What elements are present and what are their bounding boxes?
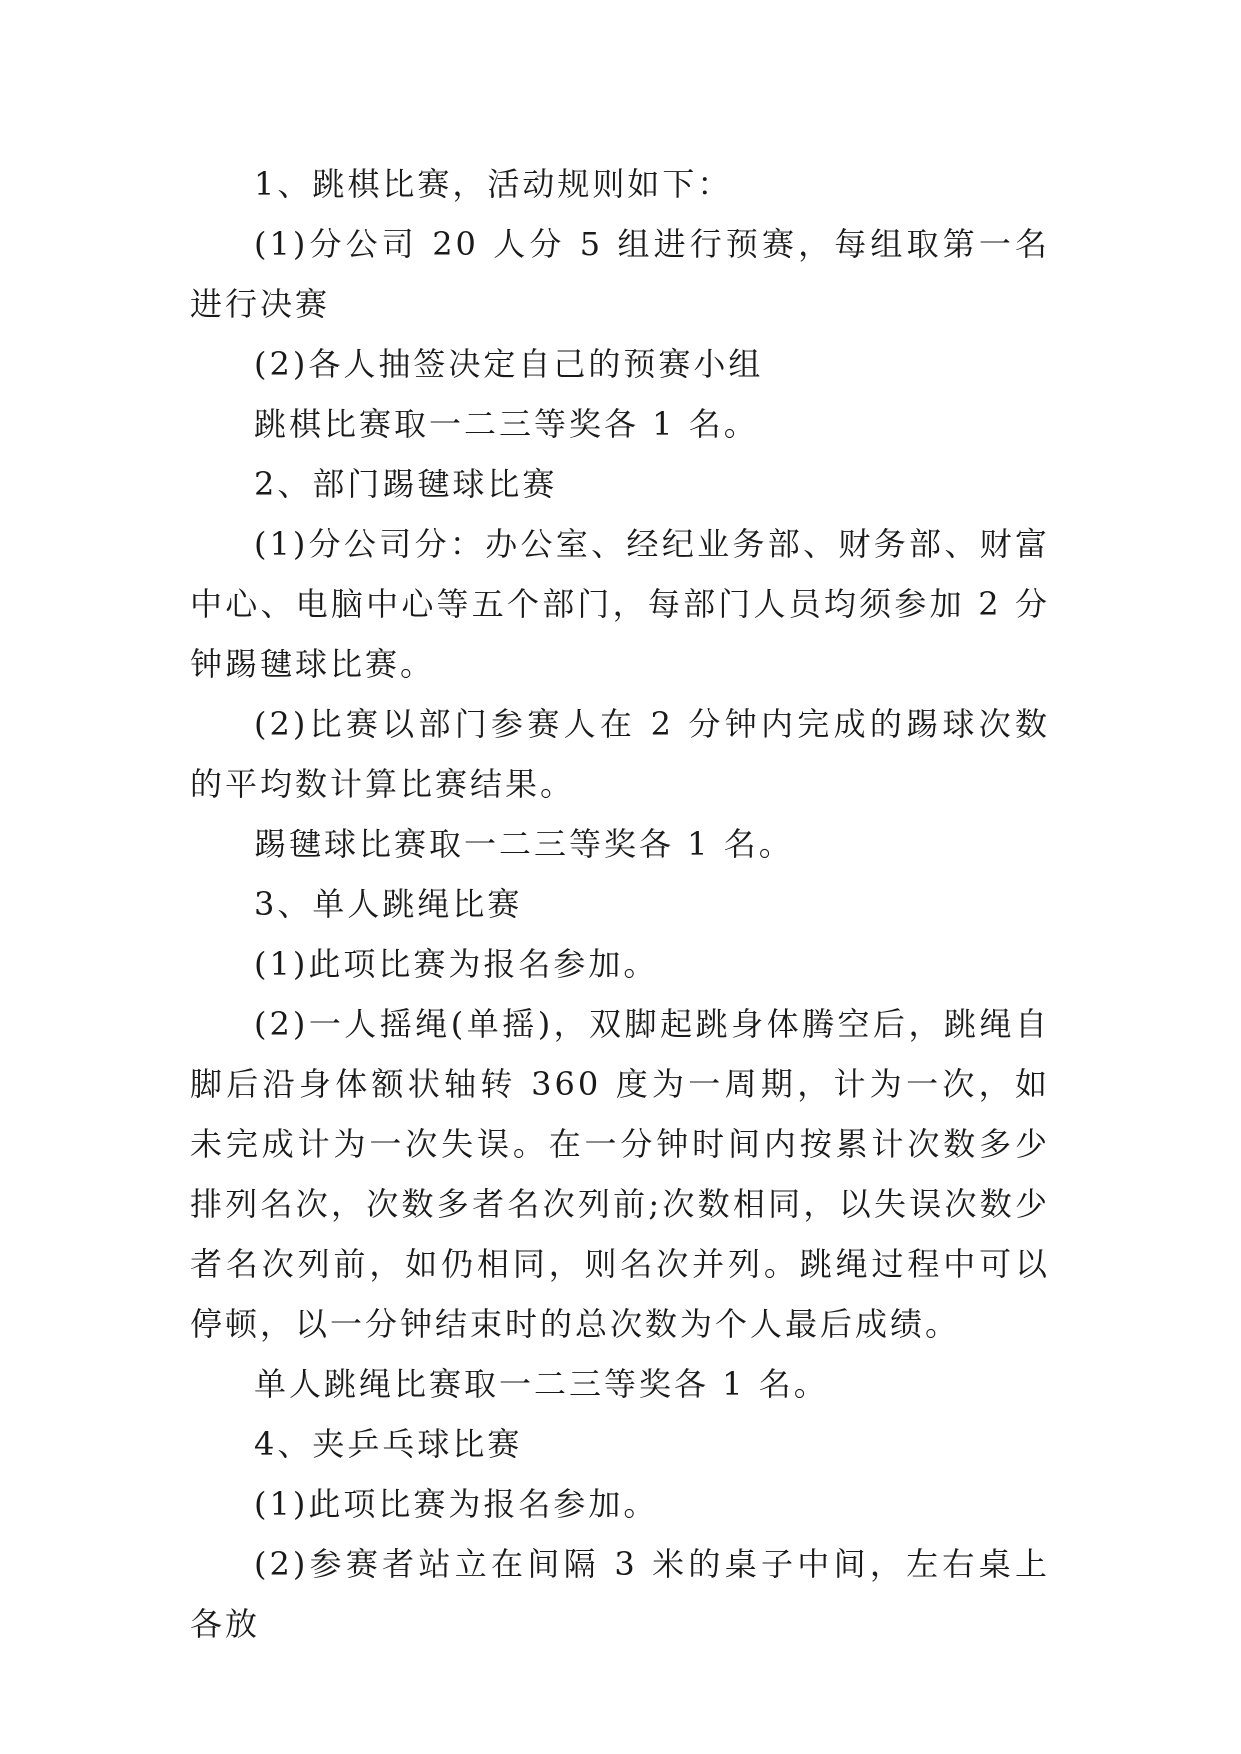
section-2-rule-2: (2)比赛以部门参赛人在 2 分钟内完成的踢球次数的平均数计算比赛结果。 bbox=[190, 705, 1050, 803]
section-3-rule-1: (1)此项比赛为报名参加。 bbox=[254, 945, 659, 983]
section-2-prize: 踢毽球比赛取一二三等奖各 1 名。 bbox=[254, 825, 794, 863]
document-body bbox=[190, 154, 1050, 1654]
section-1-heading: 1、跳棋比赛，活动规则如下： bbox=[254, 165, 733, 203]
section-2-rule-1: (1)分公司分：办公室、经纪业务部、财务部、财富中心、电脑中心等五个部门，每部门人员均须参加 2 分钟踢毽球比赛。 bbox=[190, 525, 1050, 683]
section-1-prize: 跳棋比赛取一二三等奖各 1 名。 bbox=[254, 405, 759, 443]
section-1-rule-2: (2)各人抽签决定自己的预赛小组 bbox=[254, 345, 764, 383]
section-2-heading: 2、部门踢毽球比赛 bbox=[254, 465, 558, 503]
section-3-rule-2: (2)一人摇绳(单摇)，双脚起跳身体腾空后，跳绳自脚后沿身体额状轴转 360 度为一周期，计为一次，如未完成计为一次失误。在一分钟时间内按累计次数多少排列名次，次数多者名次列前;次数相同，以失误次数少者名次列前，如仍相同，则名次并列。跳绳过程中可以停顿，以一分钟结束时的总次数为个人最后成绩。 bbox=[190, 1005, 1050, 1343]
section-4-rule-2: (2)参赛者站立在间隔 3 米的桌子中间，左右桌上各放 bbox=[190, 1545, 1050, 1643]
section-4-rule-1: (1)此项比赛为报名参加。 bbox=[254, 1485, 659, 1523]
section-4-heading: 4、夹乒乓球比赛 bbox=[254, 1425, 523, 1463]
section-3-prize: 单人跳绳比赛取一二三等奖各 1 名。 bbox=[254, 1365, 829, 1403]
section-1-rule-1: (1)分公司 20 人分 5 组进行预赛，每组取第一名进行决赛 bbox=[190, 225, 1050, 323]
section-3-heading: 3、单人跳绳比赛 bbox=[254, 885, 523, 923]
